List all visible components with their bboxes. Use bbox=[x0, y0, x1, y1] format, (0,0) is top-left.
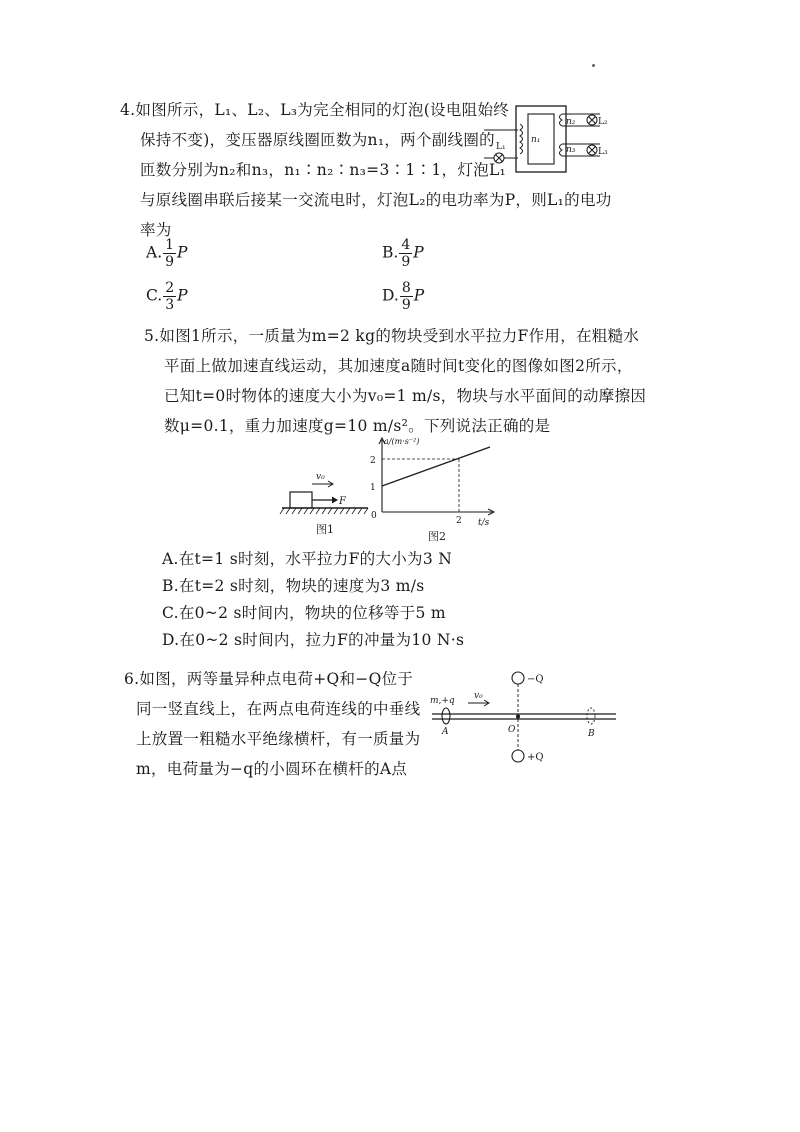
point-b-label: B bbox=[588, 729, 595, 739]
fraction-numerator: 1 bbox=[165, 237, 175, 253]
top-charge-label: −Q bbox=[527, 674, 544, 685]
q5-option-d: D.在0~2 s时间内，拉力F的冲量为10 N·s bbox=[162, 631, 465, 649]
x-axis-label: t/s bbox=[478, 518, 490, 528]
n1-label: n₁ bbox=[531, 135, 541, 145]
fraction-numerator: 8 bbox=[401, 280, 411, 296]
ring-at-a bbox=[442, 708, 450, 724]
n2-label: n₂ bbox=[566, 117, 576, 127]
origin-label: 0 bbox=[371, 511, 377, 521]
point-o-label: O bbox=[508, 725, 516, 735]
n3-label: n₃ bbox=[566, 145, 576, 155]
q4-option-c bbox=[146, 281, 188, 312]
fraction-denominator: 9 bbox=[401, 297, 411, 313]
l3-label: L₃ bbox=[598, 147, 608, 157]
fraction-numerator: 4 bbox=[401, 237, 411, 253]
q5-line-3: 已知t=0时物体的速度大小为v₀=1 m/s，物块与水平面间的动摩擦因 bbox=[164, 387, 647, 405]
q6-line-3: 上放置一粗糙水平绝缘横杆，有一质量为 bbox=[136, 730, 421, 748]
option-unit: P bbox=[413, 286, 425, 305]
q5-line-2: 平面上做加速直线运动，其加速度a随时间t变化的图像如图2所示， bbox=[164, 357, 633, 375]
fraction-denominator: 3 bbox=[165, 297, 175, 313]
q5-option-c: C.在0~2 s时间内，物块的位移等于5 m bbox=[162, 604, 446, 622]
option-unit: P bbox=[177, 243, 188, 262]
q4-option-b bbox=[382, 238, 424, 269]
l2-label: L₂ bbox=[598, 117, 608, 127]
center-point bbox=[516, 715, 520, 719]
q6-line-4: m，电荷量为−q的小圆环在横杆的A点 bbox=[136, 760, 408, 778]
fraction-numerator: 2 bbox=[165, 280, 175, 296]
q4-option-d bbox=[382, 281, 424, 312]
bottom-charge-label: +Q bbox=[527, 752, 544, 763]
tick-y-1: 1 bbox=[370, 483, 376, 493]
acceleration-line bbox=[382, 447, 490, 486]
q5-line-1: 5.如图1所示，一质量为m=2 kg的物块受到水平拉力F作用，在粗糙水 bbox=[144, 327, 640, 345]
fraction-denominator: 9 bbox=[165, 254, 175, 270]
v0-label: v₀ bbox=[316, 472, 325, 482]
positive-charge bbox=[512, 750, 524, 762]
q5-line-4: 数μ=0.1，重力加速度g=10 m/s²。下列说法正确的是 bbox=[164, 417, 551, 435]
q5-option-a: A.在t=1 s时刻，水平拉力F的大小为3 N bbox=[162, 550, 453, 568]
tick-y-2: 2 bbox=[370, 456, 376, 466]
figure-2-graph bbox=[362, 432, 512, 544]
ring-velocity-label: v₀ bbox=[474, 691, 483, 701]
y-axis-label: a/(m·s⁻²) bbox=[384, 437, 420, 446]
q4-option-a bbox=[146, 238, 187, 269]
q4-line-5: 率为 bbox=[140, 221, 172, 239]
scan-dot bbox=[592, 64, 595, 67]
q4-line-4: 与原线圈串联后接某一交流电时，灯泡L₂的电功率为P，则L₁的电功 bbox=[140, 191, 612, 209]
q6-line-2: 同一竖直线上，在两点电荷连线的中垂线 bbox=[136, 700, 421, 718]
q4-line-1: 4.如图所示，L₁、L₂、L₃为完全相同的灯泡(设电阻始终 bbox=[120, 101, 510, 119]
fraction-denominator: 9 bbox=[401, 254, 411, 270]
option-label: D. bbox=[382, 286, 399, 305]
negative-charge bbox=[512, 672, 524, 684]
charges-rod-diagram bbox=[424, 668, 624, 772]
option-label: C. bbox=[146, 286, 163, 305]
option-unit: P bbox=[177, 286, 188, 305]
q4-line-3: 匝数分别为n₂和n₃，n₁∶n₂∶n₃=3∶1∶1，灯泡L₁ bbox=[140, 161, 507, 179]
point-b-marker bbox=[587, 708, 595, 724]
l1-label: L₁ bbox=[496, 142, 506, 152]
q6-line-1: 6.如图，两等量异种点电荷+Q和−Q位于 bbox=[124, 670, 414, 688]
figure-1-caption: 图1 bbox=[316, 523, 334, 536]
q5-option-b: B.在t=2 s时刻，物块的速度为3 m/s bbox=[162, 577, 425, 595]
point-a-label: A bbox=[442, 727, 449, 737]
ring-label: m,+q bbox=[430, 696, 455, 706]
figure-2-caption: 图2 bbox=[428, 530, 446, 543]
figure-1-block bbox=[276, 462, 376, 542]
q4-line-2: 保持不变)，变压器原线圈匝数为n₁，两个副线圈的 bbox=[140, 131, 495, 149]
transformer-diagram bbox=[482, 100, 612, 180]
tick-x-2: 2 bbox=[456, 516, 462, 526]
option-unit: P bbox=[413, 243, 424, 262]
option-label: A. bbox=[146, 243, 163, 262]
option-label: B. bbox=[382, 243, 399, 262]
force-label: F bbox=[339, 496, 346, 507]
